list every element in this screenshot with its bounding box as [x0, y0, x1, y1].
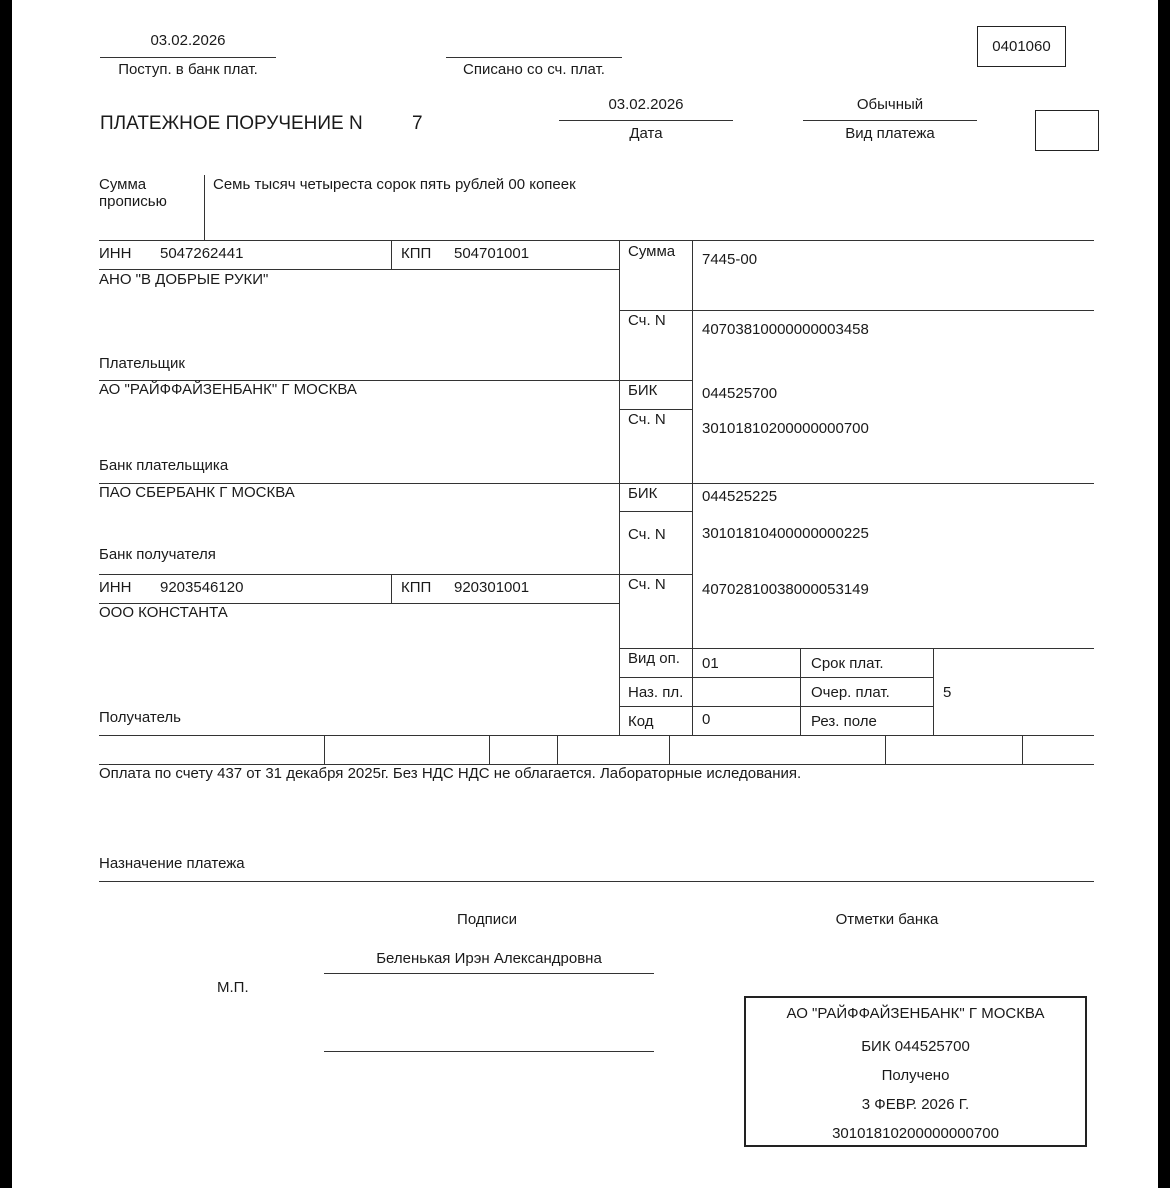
tax-cell-divider-3 [557, 735, 558, 764]
tax-cell-divider-6 [1022, 735, 1023, 764]
due-label: Срок плат. [811, 655, 884, 672]
payment-type-line [803, 120, 977, 121]
bank-stamp [744, 996, 1087, 1147]
payee-bank-account-label: Сч. N [628, 526, 666, 543]
sum-bottom-line [619, 310, 1094, 311]
purpose-label: Назначение платежа [99, 855, 245, 872]
payee-bank-bottom-line [99, 574, 692, 575]
payer-bank-bik: 044525700 [702, 385, 778, 402]
operation-row-line-2 [619, 706, 933, 707]
document-date: 03.02.2026 [608, 96, 684, 113]
operation-vertical-2 [933, 648, 934, 735]
amount-words-divider [204, 175, 205, 240]
payer-account: 40703810000000003458 [702, 321, 869, 338]
payee-bank-bik-label: БИК [628, 485, 658, 502]
debited-date-line [446, 57, 622, 58]
payer-account-label: Сч. N [628, 312, 666, 329]
amount-words-bottom-line [99, 240, 1094, 241]
payer-inn-line [99, 269, 619, 270]
received-label: Поступ. в банк плат. [118, 61, 258, 78]
payee-role-label: Получатель [99, 709, 181, 726]
reserve-label: Рез. поле [811, 713, 877, 730]
form-code: 0401060 [992, 38, 1051, 55]
priority-value: 5 [943, 684, 952, 701]
operation-row-line-1 [619, 677, 933, 678]
payee-account-label: Сч. N [628, 576, 666, 593]
amount-words-label-2: прописью [99, 193, 167, 210]
signature-line-1 [324, 973, 654, 974]
signer-name: Беленькая Ирэн Александровна [376, 950, 602, 967]
payee-inn-kpp-divider [391, 574, 392, 603]
amount-words-value: Семь тысяч четыреста сорок пять рублей 00 копеек [213, 176, 576, 193]
status-box [1035, 110, 1099, 151]
payee-bank-account: 30101810400000000225 [702, 525, 869, 542]
tax-cell-divider-2 [489, 735, 490, 764]
tax-cell-divider-4 [669, 735, 670, 764]
payer-inn: 5047262441 [160, 245, 244, 262]
grid-vertical-2 [692, 240, 693, 735]
document-date-line [559, 120, 733, 121]
payer-bank-bik-label: БИК [628, 382, 658, 399]
payment-type: Обычный [856, 96, 924, 113]
payer-bank-account: 30101810200000000700 [702, 420, 869, 437]
payer-role-label: Плательщик [99, 355, 185, 372]
received-date-line [100, 57, 276, 58]
payee-bank-bik-line [619, 511, 692, 512]
payee-bank-role-label: Банк получателя [99, 546, 216, 563]
grid-vertical-1 [619, 240, 620, 735]
bank-marks-label: Отметки банка [835, 911, 939, 928]
signature-line-2 [324, 1051, 654, 1052]
sum-label: Сумма [628, 243, 676, 260]
tax-cell-divider-1 [324, 735, 325, 764]
op-type-label: Вид оп. [628, 650, 680, 667]
code-label: Код [628, 713, 654, 730]
payer-bank-name: АО "РАЙФФАЙЗЕНБАНК" Г МОСКВА [99, 381, 357, 398]
signatures-label: Подписи [457, 911, 517, 928]
code-value: 0 [702, 711, 711, 728]
received-date: 03.02.2026 [150, 32, 226, 49]
payer-inn-kpp-divider [391, 240, 392, 269]
tax-cell-divider-5 [885, 735, 886, 764]
purpose-text: Оплата по счету 437 от 31 декабря 2025г. Без НДС НДС не облагается. Лабораторные иследования. [99, 765, 802, 782]
payee-kpp-label: КПП [401, 579, 432, 596]
payee-account: 40702810038000053149 [702, 581, 869, 598]
priority-label: Очер. плат. [811, 684, 890, 701]
amount-words-label-1: Сумма [99, 176, 147, 193]
document-date-label: Дата [629, 125, 663, 142]
document-number: 7 [412, 113, 423, 134]
payer-inn-label: ИНН [99, 245, 132, 262]
payer-bank-role-label: Банк плательщика [99, 457, 229, 474]
tax-row-top-line [99, 735, 1094, 736]
payee-inn-label: ИНН [99, 579, 132, 596]
bank-stamp-account: 30101810200000000700 [832, 1125, 999, 1142]
sum-value: 7445-00 [702, 251, 758, 268]
payee-name: ООО КОНСТАНТА [99, 604, 228, 621]
document-title: ПЛАТЕЖНОЕ ПОРУЧЕНИЕ N [100, 113, 363, 134]
bank-stamp-date: 3 ФЕВР. 2026 Г. [861, 1096, 970, 1113]
debited-label: Списано со сч. плат. [463, 61, 605, 78]
bank-stamp-bik: БИК 044525700 [861, 1038, 970, 1055]
bank-stamp-status: Получено [881, 1067, 950, 1084]
seal-label: М.П. [217, 979, 249, 996]
bank-stamp-bank-name: АО "РАЙФФАЙЗЕНБАНК" Г МОСКВА [786, 1005, 1045, 1022]
payee-kpp: 920301001 [454, 579, 530, 596]
payer-kpp: 504701001 [454, 245, 530, 262]
payee-bank-bik: 044525225 [702, 488, 778, 505]
purpose-code-label: Наз. пл. [628, 684, 684, 701]
payment-type-label: Вид платежа [845, 125, 935, 142]
operation-vertical-1 [800, 648, 801, 735]
payer-name: АНО "В ДОБРЫЕ РУКИ" [99, 271, 269, 288]
screen-edge-right [1158, 0, 1170, 1188]
payer-kpp-label: КПП [401, 245, 432, 262]
screen-edge-left [0, 0, 12, 1188]
purpose-bottom-line [99, 881, 1094, 882]
payer-bank-account-label: Сч. N [628, 411, 666, 428]
operation-top-line [619, 648, 1094, 649]
payee-inn: 9203546120 [160, 579, 244, 596]
op-type: 01 [702, 655, 719, 672]
payer-bank-bik-line [619, 409, 692, 410]
payee-bank-name: ПАО СБЕРБАНК Г МОСКВА [99, 484, 295, 501]
